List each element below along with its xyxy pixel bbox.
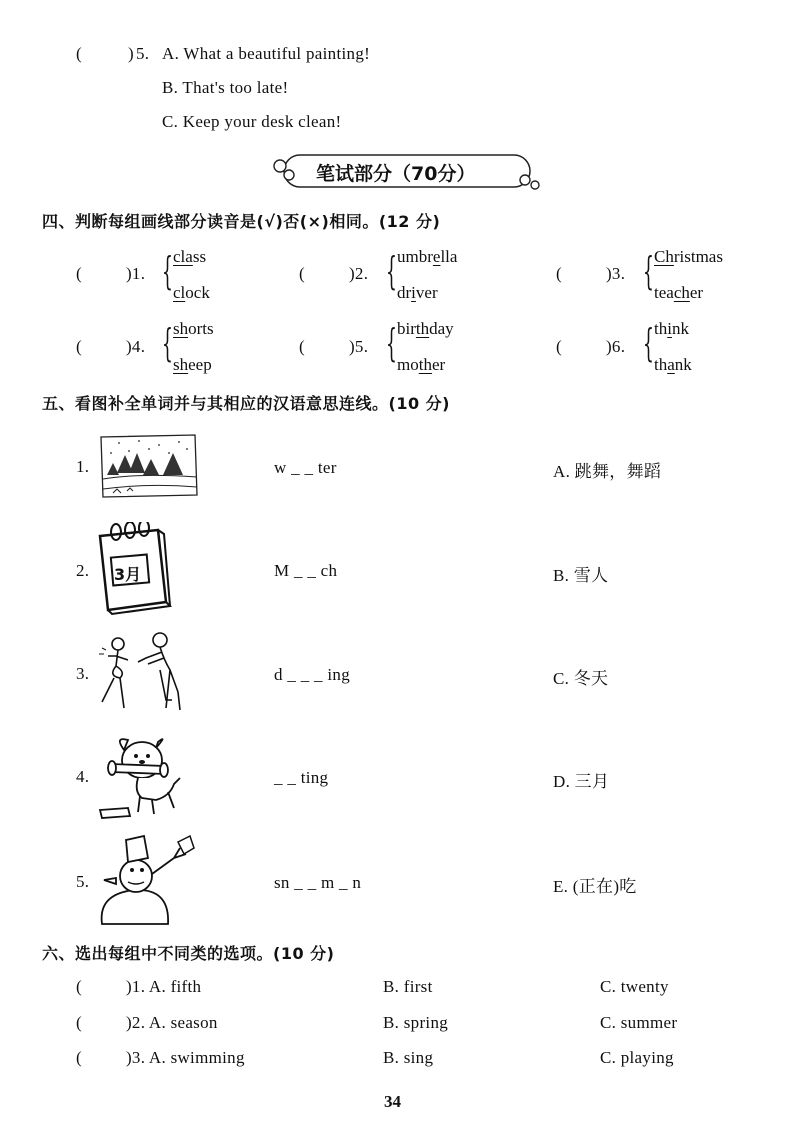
dog-eating-image [94,730,188,820]
option-c: C. Keep your desk clean! [162,112,342,131]
word-top: Christmas [654,247,723,266]
answer-paren-open: ( [299,337,305,356]
item-number: )2. [348,264,369,283]
classify-item [76,1013,218,1033]
brace: { [643,321,654,365]
brace: { [643,249,654,293]
answer-paren-open: ( [76,264,82,283]
word-bottom: thank [654,355,692,374]
dancing-image [94,630,194,716]
classify-item [76,977,201,997]
option-b: B. sing [383,1048,434,1067]
option-c: C. playing [600,1048,674,1067]
option-c: C. summer [600,1013,678,1032]
section6-heading: 六、选出每组中不同类的选项。(10 分) [42,944,335,963]
brace: { [386,321,397,365]
classify-item [76,1048,245,1068]
option-a: )3. A. swimming [125,1048,245,1067]
pronunciation-item [299,337,368,357]
answer-paren-close: ) [128,44,134,63]
brace: { [386,249,397,293]
word-blank: M _ _ ch [274,561,338,580]
word-bottom: teacher [654,283,704,302]
answer-paren-open: ( [76,337,82,356]
calendar-label: 3月 [114,565,142,584]
answer-paren-open: ( [76,1013,82,1032]
brace: { [162,249,173,293]
row-number: 5. [76,872,90,891]
pronunciation-item [76,337,145,357]
row-number: 2. [76,561,90,580]
word-blank: _ _ ting [274,768,329,787]
item-number: )3. [605,264,626,283]
option-b: B. spring [383,1013,449,1032]
option-a: )1. A. fifth [125,977,202,996]
option-c: C. twenty [600,977,669,996]
chinese-meaning: E. (正在)吃 [553,877,637,896]
chinese-meaning: A. 跳舞，舞蹈 [553,462,662,481]
word-blank: sn _ _ m _ n [274,873,362,892]
snowman-image [94,834,198,926]
pronunciation-item [556,337,625,357]
row-number: 4. [76,767,90,786]
word-top: umbrella [397,247,458,266]
brace: { [162,321,173,365]
section4-heading: 四、判断每组画线部分读音是(√)否(×)相同。(12 分) [42,212,441,231]
word-top: birthday [397,319,454,338]
row-number: 3. [76,664,90,683]
word-top: class [173,247,207,266]
option-a: A. What a beautiful painting! [162,44,371,63]
word-bottom: mother [397,355,446,374]
item-number: )5. [348,337,369,356]
answer-paren-open: ( [299,264,305,283]
question-number: 5. [136,44,150,63]
item-number: )4. [125,337,146,356]
answer-paren-open: ( [556,264,562,283]
word-blank: w _ _ ter [274,458,337,477]
row-number: 1. [76,457,90,476]
word-bottom: driver [397,283,438,302]
chinese-meaning: D. 三月 [553,772,610,791]
item-number: )1. [125,264,146,283]
item-number: )6. [605,337,626,356]
answer-paren-open: ( [556,337,562,356]
answer-paren-open: ( [76,44,82,63]
chinese-meaning: B. 雪人 [553,566,609,585]
winter-scene-image [99,433,199,499]
word-top: think [654,319,689,338]
answer-paren-open: ( [76,1048,82,1067]
word-bottom: sheep [173,355,212,374]
option-a: )2. A. season [125,1013,218,1032]
option-b: B. That's too late! [162,78,289,97]
pronunciation-item [76,264,145,284]
page-number: 34 [384,1092,401,1111]
banner-title: 笔试部分（70分） [316,163,476,185]
option-b: B. first [383,977,433,996]
answer-paren-open: ( [76,977,82,996]
pronunciation-item [299,264,368,284]
pronunciation-item [556,264,625,284]
word-bottom: clock [173,283,210,302]
section5-heading: 五、看图补全单词并与其相应的汉语意思连线。(10 分) [42,394,450,413]
chinese-meaning: C. 冬天 [553,669,609,688]
word-top: shorts [173,319,214,338]
word-blank: d _ _ _ ing [274,665,351,684]
